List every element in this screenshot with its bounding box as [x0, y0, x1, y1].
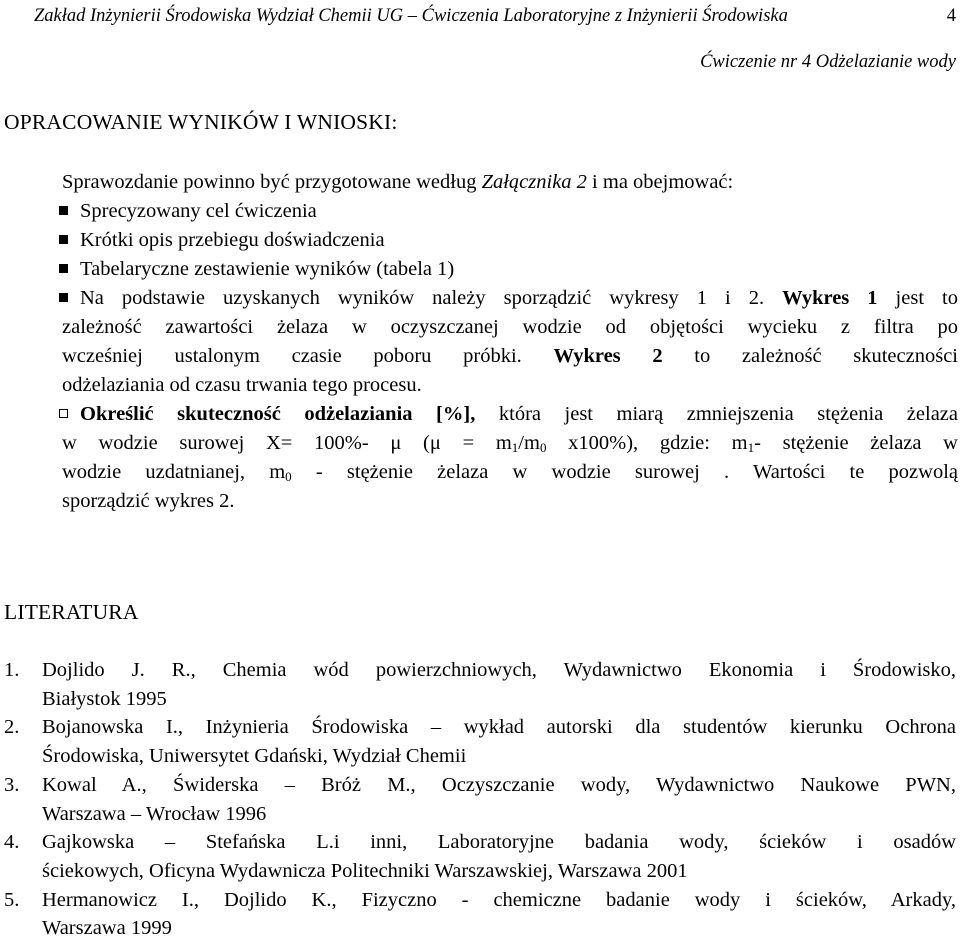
reference-item — [4, 886, 956, 943]
text-span: - stężenie żelaza w wodzie surowej . Wartości te pozwolą — [291, 461, 958, 483]
reference-item — [4, 656, 956, 713]
text-span: to zależność skuteczności — [662, 345, 959, 367]
reference-item — [4, 828, 956, 885]
intro-paragraph — [62, 168, 733, 197]
reference-number: 5. — [4, 888, 20, 911]
text-span: która jest miarą zmniejszenia stężenia żelaza — [475, 403, 958, 425]
subscript: 0 — [285, 469, 292, 484]
list-item — [62, 226, 958, 255]
reference-number: 3. — [4, 773, 20, 796]
text-span: Na podstawie uzyskanych wyników należy sporządzić wykresy 1 i 2. — [80, 287, 783, 309]
square-bullet-icon — [59, 264, 68, 273]
text-span: x100%), gdzie: m — [546, 432, 748, 454]
bold-text: Określić skuteczność odżelaziania [%], — [80, 403, 476, 425]
list-item-line — [62, 400, 958, 429]
intro-text-pre: Sprawozdanie powinno być przygotowane według — [62, 171, 482, 193]
reference-line: Dojlido J. R., Chemia wód powierzchniowych, Wydawnictwo Ekonomia i Środowisko, — [42, 659, 956, 681]
reference-line: Środowiska, Uniwersytet Gdański, Wydział Chemii — [42, 745, 467, 768]
intro-text-italic: Załącznika 2 — [481, 171, 587, 193]
subscript: 0 — [539, 440, 547, 455]
list-item-line — [62, 342, 958, 371]
list-item-line — [62, 284, 958, 313]
intro-text-post: i ma obejmować: — [586, 171, 734, 193]
reference-line: Kowal A., Świderska – Bróż M., Oczyszczanie wody, Wydawnictwo Naukowe PWN, — [42, 773, 956, 796]
list-item-line — [62, 429, 958, 458]
square-bullet-icon — [59, 206, 68, 215]
square-bullet-icon — [59, 293, 68, 302]
subscript: 1 — [511, 440, 519, 455]
reference-line: Warszawa 1999 — [42, 917, 172, 940]
text-span: wcześniej ustalonym czasie poboru próbki. — [62, 345, 554, 367]
page-number: 4 — [946, 6, 956, 26]
reference-number: 1. — [4, 659, 20, 681]
reference-number: 2. — [4, 716, 20, 739]
list-item-line: sporządzić wykres 2. — [62, 490, 235, 512]
list-item-text: Sprecyzowany cel ćwiczenia — [80, 200, 317, 222]
reference-line: Warszawa – Wrocław 1996 — [42, 802, 267, 825]
bold-text: Wykres 1 — [782, 287, 878, 309]
section-title-results: OPRACOWANIE WYNIKÓW I WNIOSKI: — [4, 110, 398, 134]
list-item-line: zależność zawartości żelaza w oczyszczanej wodzie od objętości wycieku z filtra po — [62, 316, 958, 338]
text-span: /m — [518, 432, 540, 454]
text-span: w wodzie surowej X= 100%- μ (μ = m — [62, 432, 512, 454]
list-item — [62, 197, 958, 226]
exercise-subtitle: Ćwiczenie nr 4 Odżelazianie wody — [700, 52, 956, 72]
text-span: wodzie uzdatnianej, m — [62, 461, 286, 483]
bold-text: Wykres 2 — [553, 345, 663, 367]
hollow-square-bullet-icon — [59, 409, 68, 418]
list-item-text: Tabelaryczne zestawienie wyników (tabela 1) — [80, 258, 455, 280]
list-item-text: Krótki opis przebiegu doświadczenia — [80, 229, 385, 251]
reference-item — [4, 713, 956, 770]
list-item-line: odżelaziania od czasu trwania tego procesu. — [62, 374, 422, 396]
text-span: jest to — [877, 287, 958, 309]
requirements-list — [62, 197, 958, 516]
reference-number: 4. — [4, 831, 20, 854]
reference-item — [4, 771, 956, 828]
reference-line: ściekowych, Oficyna Wydawnicza Politechniki Warszawskiej, Warszawa 2001 — [42, 859, 688, 882]
references-list — [4, 656, 956, 943]
list-item — [62, 284, 958, 400]
reference-line: Bojanowska I., Inżynieria Środowiska – wykład autorski dla studentów kierunku Ochrona — [42, 716, 956, 739]
list-item — [62, 400, 958, 516]
reference-line: Białystok 1995 — [42, 687, 167, 710]
header-text: Zakład Inżynierii Środowiska Wydział Chemii UG – Ćwiczenia Laboratoryjne z Inżynierii Środowiska — [34, 6, 788, 26]
text-span: - stężenie żelaza w — [754, 432, 958, 454]
list-item — [62, 255, 958, 284]
square-bullet-icon — [59, 235, 68, 244]
reference-line: Hermanowicz I., Dojlido K., Fizyczno - chemiczne badanie wody i ścieków, Arkady, — [42, 888, 956, 911]
reference-line: Gajkowska – Stefańska L.i inni, Laboratoryjne badania wody, ścieków i osadów — [42, 831, 956, 854]
section-title-literature: LITERATURA — [4, 600, 139, 624]
list-item-line — [62, 458, 958, 487]
subscript: 1 — [747, 440, 755, 455]
